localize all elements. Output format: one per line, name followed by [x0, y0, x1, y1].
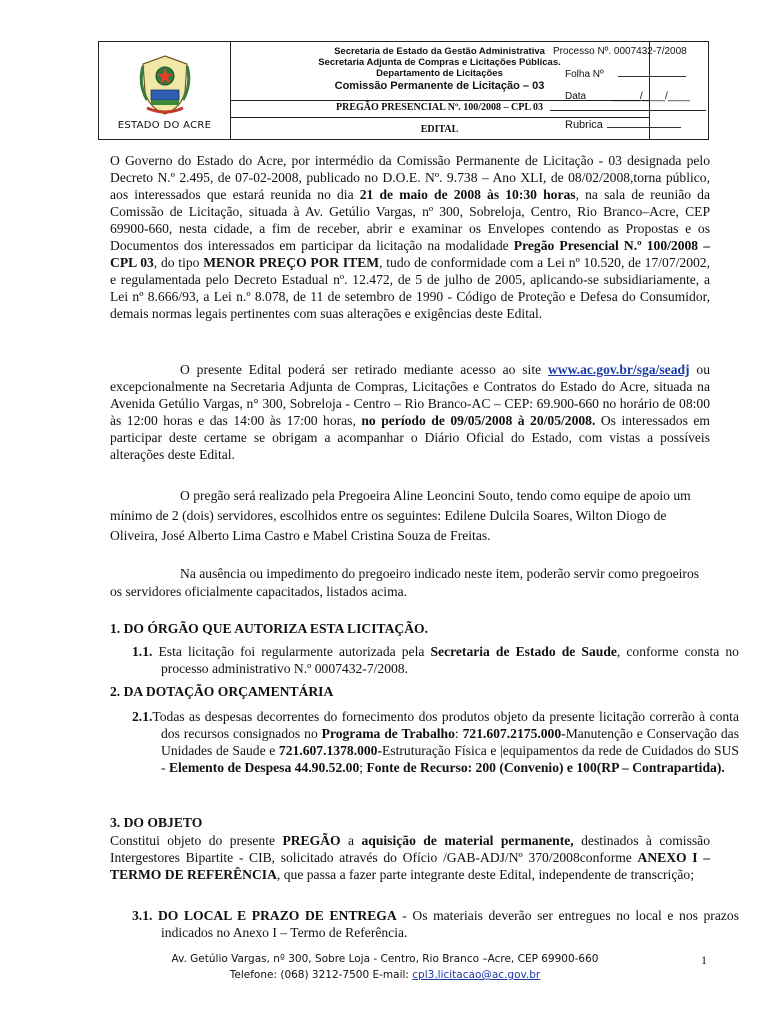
- rubrica-blank: [607, 119, 681, 128]
- text-span: - Os materiais deverão ser entregues no local e nos prazos indicados no Anexo I – Termo de Referência.: [161, 908, 739, 940]
- footer-address: Av. Getúlio Vargas, nº 300, Sobre Loja - Centro, Rio Branco –Acre, CEP 69900-660: [171, 953, 599, 965]
- pregao-title: PREGÃO PRESENCIAL Nº. 100/2008 – CPL 03: [336, 102, 543, 113]
- text-span: Estruturação Física e |equipamentos da rede de Cuidados do SUS -: [161, 743, 739, 775]
- process-number: Processo Nº. 0007432-7/2008: [553, 46, 687, 57]
- programa-trabalho: Programa de Trabalho: [321, 726, 455, 741]
- org-line-2: Secretaria Adjunta de Compras e Licitações Públicas.: [318, 57, 561, 68]
- intro-paragraph-4: Na ausência ou impedimento do pregoeiro indicado neste item, poderão servir como pregoeiros os servidores oficialmente capacitados, listados acima.: [110, 566, 700, 599]
- logo-label: ESTADO DO ACRE: [117, 120, 212, 131]
- text-span: , do tipo: [153, 255, 204, 270]
- text-span: a: [340, 833, 362, 848]
- folha-blank: [618, 68, 686, 77]
- section-2-title: 2. DA DOTAÇÃO ORÇAMENTÁRIA: [110, 684, 334, 699]
- site-link[interactable]: www.ac.gov.br/sga/seadj: [547, 362, 690, 377]
- text-span: destinados à comissão Intergestores Bipartite - CIB, solicitado através do Ofício /GAB-ADJ/Nº 370/2008conforme: [110, 833, 710, 865]
- item-number: 1.1.: [132, 644, 153, 659]
- page-number: 1: [701, 953, 707, 967]
- pregao-ref: Pregão Presencial N.º 100/2008 – CPL 03: [110, 238, 710, 270]
- intro-paragraph-3: O pregão será realizado pela Pregoeira Aline Leoncini Souto, tendo como equipe de apoio um mínimo de 2 (dois) servidores, escolhidos entre os seguintes: Edilene Dulcila Soares, Wilton Diogo de Oliveira, José Alberto Lima Castro e Mabel Cristina Souza de Freitas.: [110, 488, 691, 543]
- text-span: , que passa a fazer parte integrante deste Edital, independente de transcrição;: [276, 867, 694, 882]
- section-3-text: [110, 832, 710, 883]
- data-blank: _____/____/____: [612, 91, 690, 102]
- text-span: , tudo de conformidade com a Lei nº 10.520, de 17/07/2002, e regulamentada pelo Decreto Estadual nº. 12.472, de 5 de julho de 2005, aplicando-se subsidiariamente, a Lei nº 8.666/93, a Lei n.º 8.078, de 11 de setembro de 1990 - Código de Proteção e Defesa do Consumidor, demais normas legais pertinentes com suas alterações e exigências deste Edital.: [110, 255, 711, 321]
- org-line-1: Secretaria de Estado da Gestão Administrativa: [334, 46, 545, 57]
- intro-paragraph-1: [110, 152, 710, 322]
- section-2-1: [132, 708, 739, 776]
- text-span: Os interessados em participar deste certame se obrigam a acompanhar o Diário Oficial do Estado, com vistas a possíveis alterações deste Edital.: [110, 413, 710, 462]
- text-span: O Governo do Estado do Acre, por intermédio da Comissão Permanente de Licitação - 03 designada pelo Decreto N.º 2.495, de 07-02-2008, publicado no D.O.E. Nº. 9.738 – Ano XLI, de 08/02/2008,torna público, aos interessados que estará reunida no dia: [110, 153, 710, 202]
- footer-contact: [0, 967, 770, 983]
- text-span: , conforme consta no processo administrativo N.º 0007432-7/2008.: [161, 644, 739, 676]
- process-divider: [550, 110, 706, 111]
- pregao-word: PREGÃO: [282, 833, 341, 848]
- anexo-ref: ANEXO I – TERMO DE REFERÊNCIA: [110, 850, 710, 882]
- intro-paragraph-2: [110, 361, 710, 463]
- program-code-2: 721.607.1378.000-: [278, 743, 383, 758]
- meeting-date: 21 de maio de 2008 às 10:30 horas: [359, 187, 576, 202]
- org-line-3: Departamento de Licitações: [376, 68, 503, 79]
- period: no período de 09/05/2008 à 20/05/2008.: [361, 413, 596, 428]
- folha-label: Folha Nº: [565, 69, 604, 80]
- edital-title: EDITAL: [420, 124, 459, 135]
- item-number: 2.1.: [132, 709, 153, 724]
- data-label: Data: [565, 91, 587, 102]
- secretaria-name: Secretaria de Estado de Saude: [430, 644, 617, 659]
- object-description: aquisição de material permanente,: [361, 833, 574, 848]
- text-span: :: [454, 726, 463, 741]
- process-info: [553, 44, 707, 138]
- elemento-despesa: Elemento de Despesa 44.90.52.00: [168, 760, 360, 775]
- text-span: ;: [359, 760, 367, 775]
- text-span: ou excepcionalmente na Secretaria Adjunta de Compras, Licitações e Contratos do Estado do Acre, situada na Avenida Getúlio Vargas, n° 300, Sobreloja - Centro – Rio Branco-AC – CEP: 69.900-660 no horário de 08:00 às 12:00 horas e das 14:00 às 17:00 horas,: [110, 362, 710, 428]
- fonte-recurso: Fonte de Recurso: 200 (Convenio) e 100(RP – Contrapartida).: [366, 760, 725, 775]
- text-span: Todas as despesas decorrentes do fornecimento dos produtos objeto da presente licitação correrão à conta dos recursos consignados no: [152, 709, 739, 741]
- data-field: [565, 91, 690, 102]
- org-line-4: Comissão Permanente de Licitação – 03: [334, 80, 545, 92]
- text-span: , na sala de reunião da Comissão de Licitação, situada à Av. Getúlio Vargas, nº 300, Sobreloja, Centro, Rio Branco–Acre, CEP 69900-660, nesta cidade, a fim de receber, abrir e examinar os Envelopes contendo as Propostas e os Documentos dos interessados em participar da licitação na modalidade: [110, 187, 711, 253]
- section-3-title: 3. DO OBJETO: [110, 815, 203, 830]
- footer-phone: Telefone: (068) 3212-7500 E-mail:: [229, 969, 413, 981]
- folha-field: [565, 68, 686, 80]
- footer-email-link[interactable]: cpl3.licitacao@ac.gov.br: [412, 969, 541, 981]
- rubrica-label: Rubrica: [565, 119, 603, 131]
- text-span: Constitui objeto do presente: [110, 833, 283, 848]
- item-title: 3.1. DO LOCAL E PRAZO DE ENTREGA: [132, 908, 397, 923]
- text-span: O presente Edital poderá ser retirado mediante acesso ao site: [180, 362, 548, 377]
- rubrica-field: [565, 119, 681, 131]
- criterion: MENOR PREÇO POR ITEM: [203, 255, 380, 270]
- text-span: Esta licitação foi regularmente autorizada pela: [152, 644, 431, 659]
- logo-cell: [99, 42, 231, 139]
- acre-coat-of-arms-icon: [137, 54, 193, 116]
- section-3-1: [132, 907, 739, 941]
- text-span: Manutenção e Conservação das Unidades de Saude e: [161, 726, 739, 758]
- section-1-1: [132, 643, 739, 677]
- page-footer: [0, 951, 770, 983]
- section-1-title: 1. DO ÓRGÃO QUE AUTORIZA ESTA LICITAÇÃO.: [110, 621, 429, 636]
- program-code-1: 721.607.2175.000-: [462, 726, 566, 741]
